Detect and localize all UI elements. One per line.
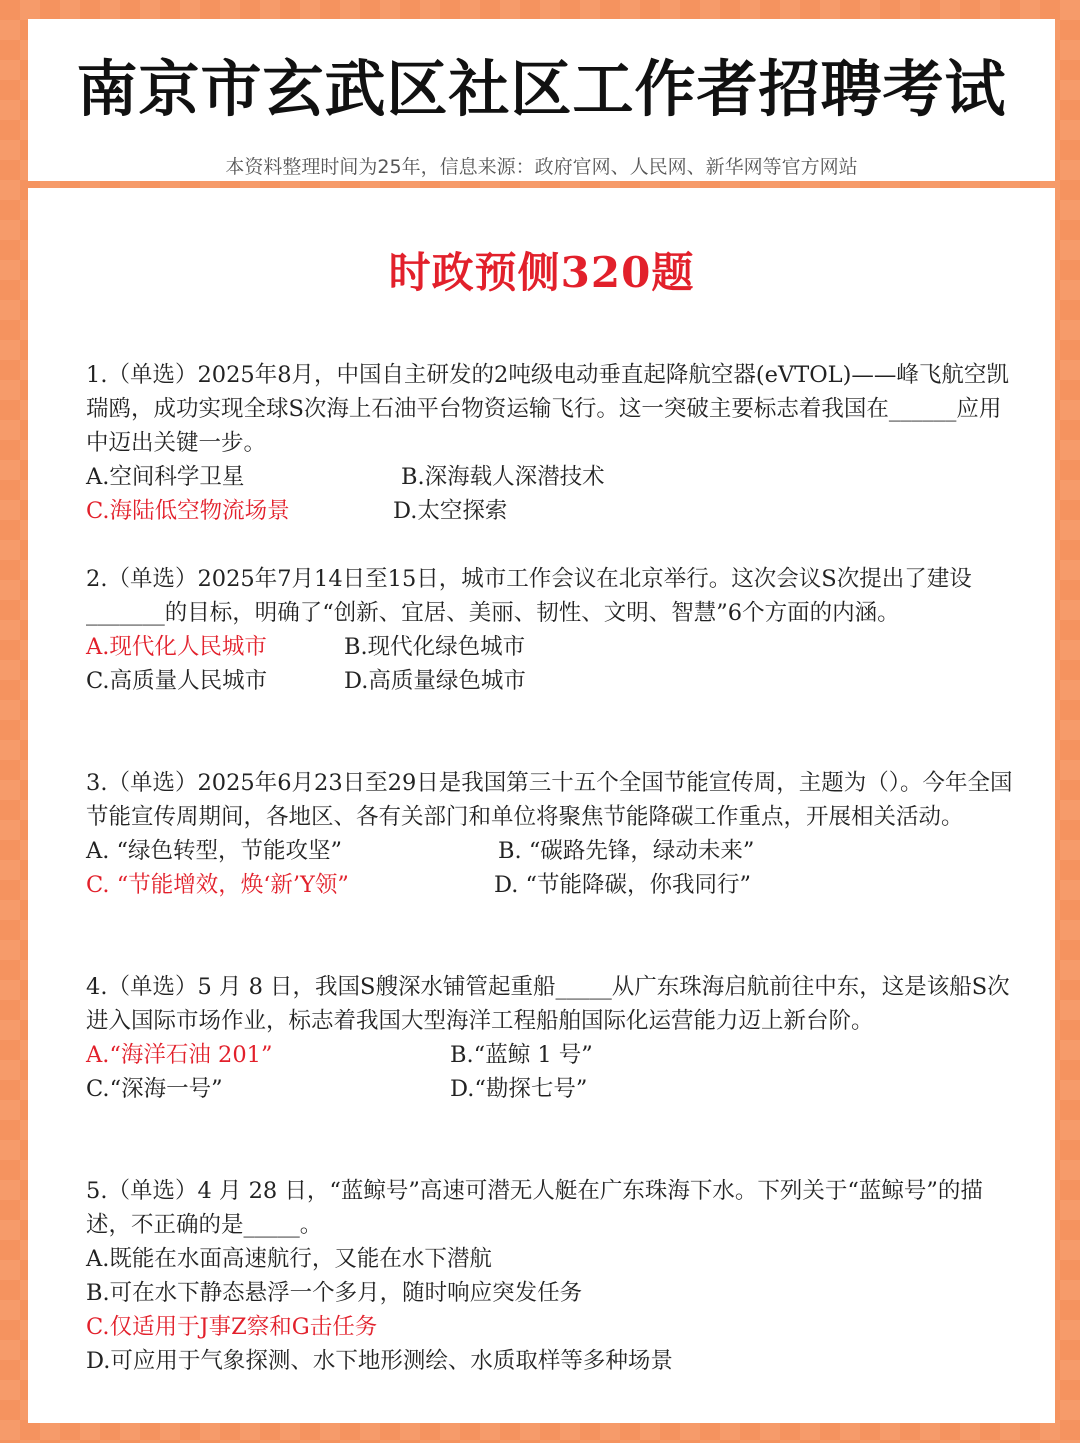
question-stem: 1.（单选）2025年8月，中国自主研发的2吨级电动垂直起降航空器(eVTOL)——峰飞航空凯瑞鸥，成功实现全球S次海上石油平台物资运输飞行。这一突破主要标志着我国在______应用中迈出关键一步。 [86,362,1009,456]
question-5 [86,1174,1016,1378]
option-b: B.现代化绿色城市 [344,634,526,660]
question-stem: 4.（单选）5 月 8 日，我国S艘深水铺管起重船_____从广东珠海启航前往中东，这是该船S次进入国际市场作业，标志着我国大型海洋工程船舶国际化运营能力迈上新台阶。 [86,974,1010,1034]
question-stem: 3.（单选）2025年6月23日至29日是我国第三十五个全国节能宣传周，主题为（）。今年全国节能宣传周期间，各地区、各有关部门和单位将聚焦节能降碳工作重点，开展相关活动。 [86,770,1013,830]
page-title: 南京市玄武区社区工作者招聘考试 [76,54,1007,125]
question-stem: 2.（单选）2025年7月14日至15日，城市工作会议在北京举行。这次会议S次提出了建设_______的目标，明确了“创新、宜居、美丽、韧性、文明、智慧”6个方面的内涵。 [86,566,972,626]
option-a-correct: A.现代化人民城市 [86,634,267,660]
option-c-correct: C. “节能增效，焕‘新’Y领” [86,872,349,898]
option-b: B.可在水下静态悬浮一个多月，随时响应突发任务 [86,1280,583,1306]
question-1 [86,358,1016,528]
option-d: D.太空探索 [393,498,508,524]
question-card [28,188,1055,1423]
header-banner [28,19,1055,181]
option-d: D.“勘探七号” [450,1076,588,1102]
option-d: D.高质量绿色城市 [344,668,526,694]
section-title: 时政预侧320题 [388,248,695,297]
question-stem: 5.（单选）4 月 28 日，“蓝鲸号”高速可潜无人艇在广东珠海下水。下列关于“蓝鲸号”的描述，不正确的是_____。 [86,1178,983,1238]
question-3 [86,766,1016,902]
option-d: D. “节能降碳，你我同行” [494,872,752,898]
option-c-correct: C.海陆低空物流场景 [86,498,290,524]
option-c: C.“深海一号” [86,1076,223,1102]
option-c-correct: C.仅适用于J事Z察和G击任务 [86,1314,378,1340]
option-d: D.可应用于气象探测、水下地形测绘、水质取样等多种场景 [86,1348,673,1374]
option-b: B.“蓝鲸 1 号” [450,1042,593,1068]
option-b: B. “碳路先锋，绿动未来” [498,838,755,864]
option-c: C.高质量人民城市 [86,668,268,694]
option-a: A. “绿色转型，节能攻坚” [86,838,343,864]
source-note: 本资料整理时间为25年，信息来源：政府官网、人民网、新华网等官方网站 [225,156,858,178]
option-b: B.深海载人深潜技术 [401,464,605,490]
question-2 [86,562,1016,698]
option-a: A.空间科学卫星 [86,464,245,490]
option-a-correct: A.“海洋石油 201” [86,1042,273,1068]
question-4 [86,970,1016,1106]
option-a: A.既能在水面高速航行，又能在水下潜航 [86,1246,492,1272]
